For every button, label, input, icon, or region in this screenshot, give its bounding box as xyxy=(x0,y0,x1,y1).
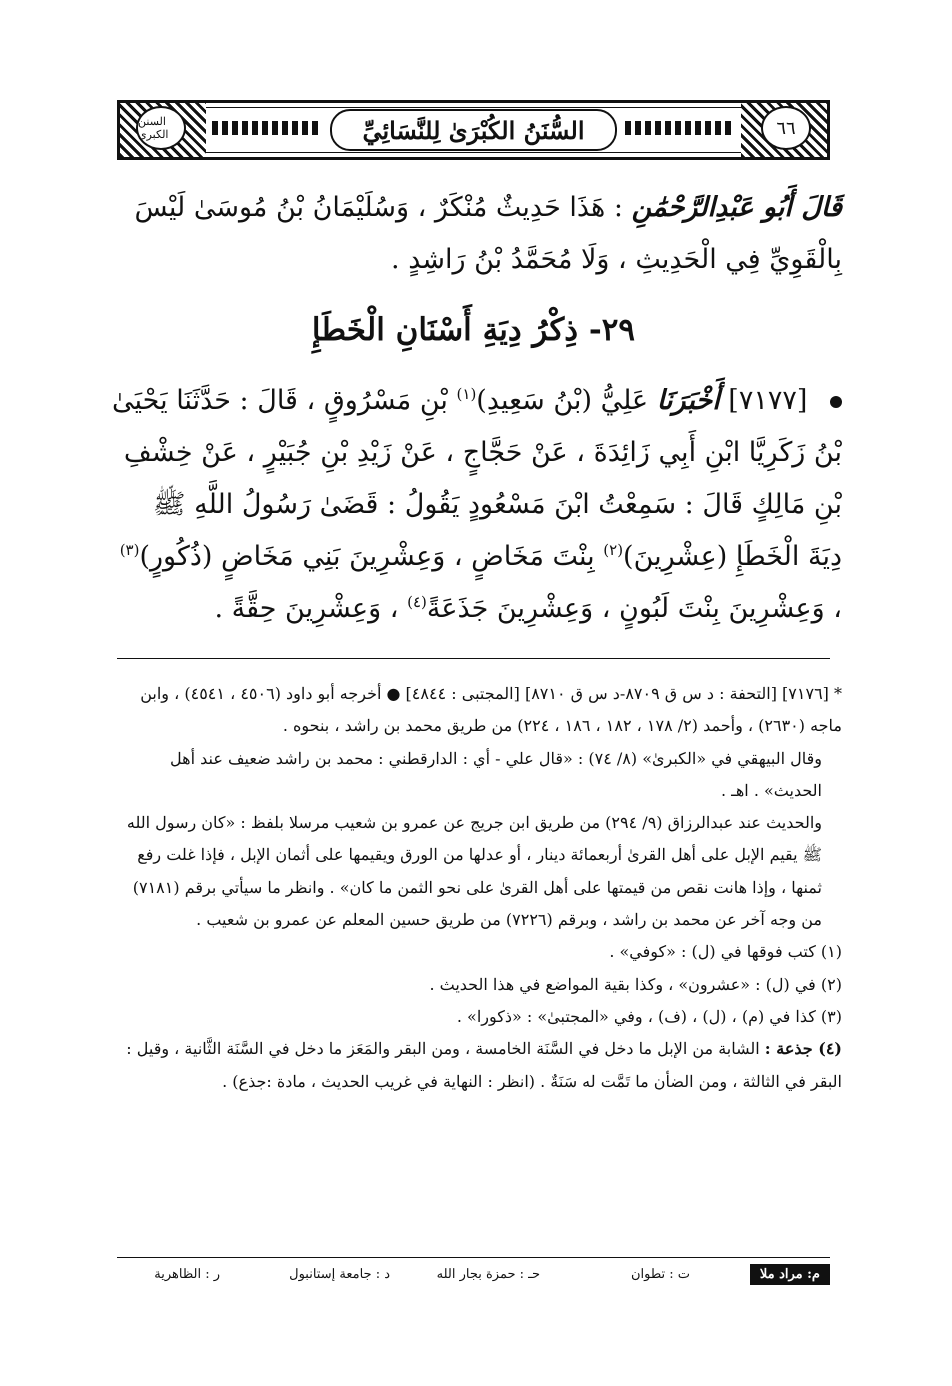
page-number: ٦٦ xyxy=(761,106,811,150)
footnote-separator xyxy=(117,658,830,659)
footnote-ref: (٤) xyxy=(407,593,427,611)
footer-separator xyxy=(117,1257,830,1258)
hadith-part: ، وَعِشْرِينَ بِنْتَ لَبُونٍ ، وَعِشْرِينَ جَذَعَةً xyxy=(426,593,842,624)
footnote-ref: (١) xyxy=(456,385,477,403)
footnote-ref: (٢) xyxy=(603,541,624,559)
footnote-4-text: الشابة من الإبل ما دخل في السَّنَة الخامسة ، ومن البقر والمَعَز ما دخل في السَّنَة الثَّانية ، وقيل : البقر في الثالثة ، ومن الضأن ما تَمَّت له سَنَةٌ . (انظر : النهاية في غريب الحديث ، مادة :جذع) . xyxy=(126,1039,842,1091)
abdurrazzaq-note: والحديث عند عبدالرزاق (٩/ ٢٩٤) من طريق ابن جريج عن عمرو بن شعيب مرسلا بلفظ : «كان رسول الله ﷺ يقيم الإبل على أهل القرىٰ أربعمائة دينار ، أو عدلها من الورق ويقيمها على أثمان الإبل ، فإذا غلت رفع ثمنها ، وإذا هانت نقص من قيمتها على أهل القرىٰ على نحو الثمن ما كان» . وانظر ما سيأتي برقم (٧١٨١) من وجه آخر عن محمد بن راشد ، وبرقم (٧٢٢٦) من طريق حسين المعلم عن عمرو بن شعيب . xyxy=(126,813,822,930)
footnote-4 xyxy=(112,1033,842,1098)
legend-t: ت : تطوان xyxy=(630,1267,690,1282)
header-divider-right xyxy=(625,121,735,135)
book-logo: السنن الكبرى xyxy=(136,106,186,150)
hadith-part: بِنْتَ مَخَاضٍ ، وَعِشْرِينَ بَنِي مَخَاضٍ (ذُكُورٍ) xyxy=(139,541,595,572)
book-title: السُّنَنُ الكُبْرَىٰ لِلنَّسَائِيِّ xyxy=(330,109,617,151)
page-header xyxy=(117,100,830,160)
header-divider-left xyxy=(212,121,322,135)
speaker: قَالَ أَبُو عَبْدِالرَّحْمَٰنِ xyxy=(631,192,842,223)
author-comment xyxy=(112,182,842,286)
hadith-part: عَلِيُّ (بْنُ سَعِيدِ) xyxy=(476,385,649,416)
legend-m: م: مراد ملا xyxy=(750,1264,830,1285)
chapter-heading: ٢٩- ذِكْرُ دِيَةِ أَسْنَانِ الْخَطَإِ xyxy=(311,312,636,348)
footnote-1: (١) كتب فوقها في (ل) : «كوفي» . xyxy=(609,942,842,962)
legend-r: ر : الظاهرية xyxy=(154,1267,220,1282)
bullet-icon xyxy=(830,396,842,408)
bayhaqi-note: وقال البيهقي في «الكبرىٰ» (٨/ ٧٤) : «قال علي - أي : الدارقطني : محمد بن راشد ضعيف عند أهل الحديث» . اهـ . xyxy=(170,748,822,800)
hadith-part: ، وَعِشْرِينَ حِقَّةً . xyxy=(214,593,399,624)
footnotes xyxy=(112,678,842,1098)
manuscript-legend xyxy=(117,1264,830,1290)
footnote-2: (٢) في (ل) : «عشرون» ، وكذا بقية المواضع في هذا الحديث . xyxy=(429,974,842,994)
legend-h: حـ : حمزة بجار الله xyxy=(436,1267,540,1282)
footnote-ref: (٣) xyxy=(119,541,140,559)
comment-text: : هَذَا حَدِيثٌ مُنْكَرٌ ، وَسُلَيْمَانُ بْنُ مُوسَىٰ لَيْسَ بِالْقَوِيِّ فِي الْحَدِيثِ ، وَلَا مُحَمَّدُ بْنُ رَاشِدٍ . xyxy=(134,192,842,275)
footnote-4-term: (٤) جذعة : xyxy=(764,1039,842,1059)
hadith-number: [٧١٧٧] xyxy=(728,385,808,416)
takhrij-note: * [٧١٧٦] [التحفة : د س ق ٨٧٠٩-د س ق ٨٧١٠] [المجتبى : ٤٨٤٤] ● أخرجه أبو داود (٤٥٠٦ ، ٤٥٤١) ، وابن ماجه (٢٦٣٠) ، وأحمد (٢/ ١٧٨ ، ١٨٢ ، ١٨٦ ، ٢٢٤) من طريق محمد بن راشد ، بنحوه . xyxy=(140,684,842,736)
akhbarana: أَخْبَرَنَا xyxy=(656,385,720,416)
hadith-part: بْنِ مَسْرُوقٍ ، قَالَ : حَدَّثَنَا يَحْيَىٰ بْنُ زَكَرِيَّا ابْنِ أَبِي زَائِدَةَ ، عَنْ حَجَّاجٍ ، عَنْ زَيْدِ بْنِ جُبَيْرٍ ، عَنْ خِشْفِ بْنِ مَالِكٍ قَالَ : سَمِعْتُ ابْنَ مَسْعُودٍ يَقُولُ : قَضَىٰ رَسُولُ اللَّهِ ﷺ دِيَةَ الْخَطَإِ (عِشْرِينَ) xyxy=(112,385,842,572)
hadith-text xyxy=(112,375,842,635)
footnote-3: (٣) كذا في (م) ، (ل) ، (ف) ، وفي «المجتبىٰ» : «ذكورا» . xyxy=(456,1006,842,1026)
legend-d: د : جامعة إستانبول xyxy=(289,1267,390,1282)
